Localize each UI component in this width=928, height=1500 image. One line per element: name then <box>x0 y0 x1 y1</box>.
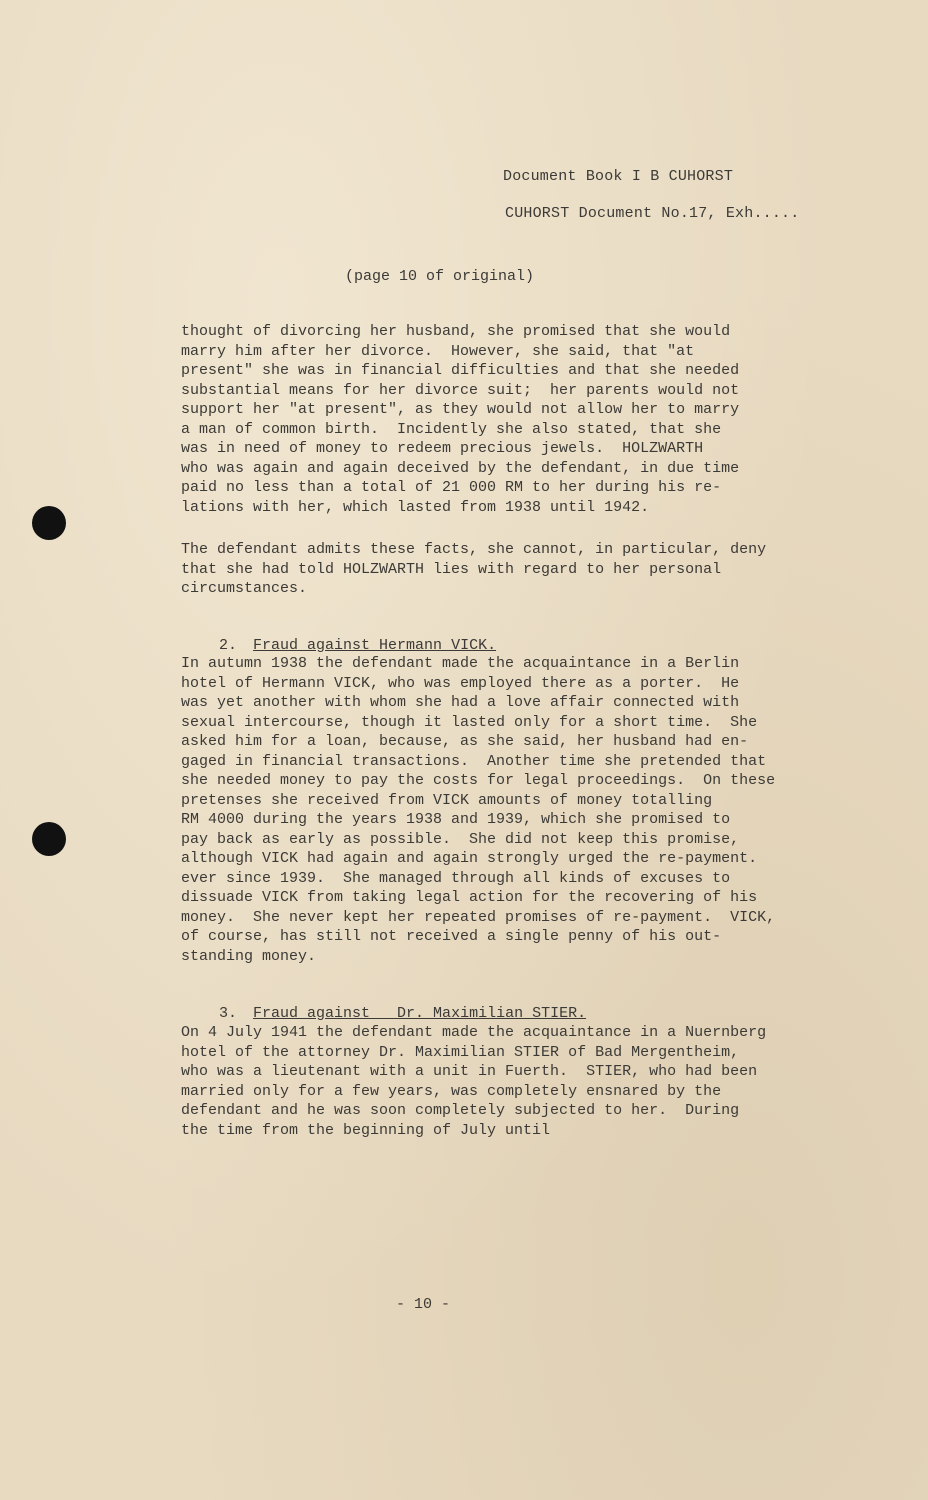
text-line: a man of common birth. Incidently she also stated, that she <box>181 420 722 438</box>
text-line: The defendant admits these facts, she cannot, in particular, deny <box>181 541 767 558</box>
text-line: was in need of money to redeem precious jewels. HOLZWARTH <box>181 440 704 457</box>
text-line: standing money. <box>181 947 317 965</box>
text-line: substantial means for her divorce suit; her parents would not <box>181 381 740 399</box>
page-number: - 10 - <box>396 1296 451 1313</box>
text-line: sexual intercourse, though it lasted only for a short time. She <box>181 713 758 731</box>
text-line: that she had told HOLZWARTH lies with regard to her personal <box>181 560 722 578</box>
text-line: present" she was in financial difficulties and that she needed <box>181 362 740 379</box>
original-page-note: (page 10 of original) <box>345 268 535 285</box>
text-line: marry him after her divorce. However, she said, that "at <box>181 342 695 360</box>
text-line: asked him for a loan, because, as she said, her husband had en- <box>181 733 749 750</box>
text-line: hotel of Hermann VICK, who was employed there as a porter. He <box>181 674 740 692</box>
text-line: In autumn 1938 the defendant made the acquaintance in a Berlin <box>181 655 740 672</box>
text-line: who was again and again deceived by the defendant, in due time <box>181 459 740 477</box>
document-book-reference: Document Book I B CUHORST <box>503 168 734 185</box>
punch-hole <box>32 506 66 540</box>
text-line: hotel of the attorney Dr. Maximilian STIER of Bad Mergentheim, <box>181 1043 740 1061</box>
paragraph-stier <box>181 1023 766 1140</box>
document-number-reference: CUHORST Document No.17, Exh..... <box>505 205 800 222</box>
text-line: ever since 1939. She managed through all kinds of excuses to <box>181 869 731 887</box>
text-line: who was a lieutenant with a unit in Fuerth. STIER, who had been <box>181 1063 758 1080</box>
text-line: the time from the beginning of July until <box>181 1121 551 1139</box>
text-line: dissuade VICK from taking legal action for the recovering of his <box>181 889 758 906</box>
text-line: paid no less than a total of 21 000 RM to her during his re- <box>181 479 722 496</box>
text-line: of course, has still not received a single penny of his out- <box>181 928 722 945</box>
section-title: Fraud against Hermann VICK. <box>253 637 497 654</box>
text-line: was yet another with whom she had a love affair connected with <box>181 694 740 711</box>
text-line: she needed money to pay the costs for legal proceedings. On these <box>181 772 776 789</box>
text-line: support her "at present", as they would not allow her to marry <box>181 401 740 418</box>
punch-hole <box>32 822 66 856</box>
text-line: lations with her, which lasted from 1938 until 1942. <box>181 498 650 516</box>
text-line: RM 4000 during the years 1938 and 1939, which she promised to <box>181 811 731 828</box>
text-line: gaged in financial transactions. Another time she pretended that <box>181 752 767 770</box>
paragraph-holzwarth <box>181 322 739 517</box>
text-line: although VICK had again and again strongly urged the re-payment. <box>181 850 758 867</box>
paragraph-admission <box>181 540 766 599</box>
paragraph-vick <box>181 654 775 966</box>
text-line: On 4 July 1941 the defendant made the acquaintance in a Nuernberg <box>181 1024 767 1041</box>
text-line: money. She never kept her repeated promises of re-payment. VICK, <box>181 908 776 926</box>
text-line: pay back as early as possible. She did not keep this promise, <box>181 830 740 848</box>
section-title: Fraud against Dr. Maximilian STIER. <box>253 1005 587 1022</box>
section-number: 3. <box>219 1005 238 1022</box>
text-line: circumstances. <box>181 580 308 597</box>
text-line: pretenses she received from VICK amounts of money totalling <box>181 791 713 809</box>
text-line: defendant and he was soon completely subjected to her. During <box>181 1102 740 1119</box>
text-line: thought of divorcing her husband, she promised that she would <box>181 323 731 340</box>
text-line: married only for a few years, was completely ensnared by the <box>181 1082 722 1100</box>
section-number: 2. <box>219 637 238 654</box>
